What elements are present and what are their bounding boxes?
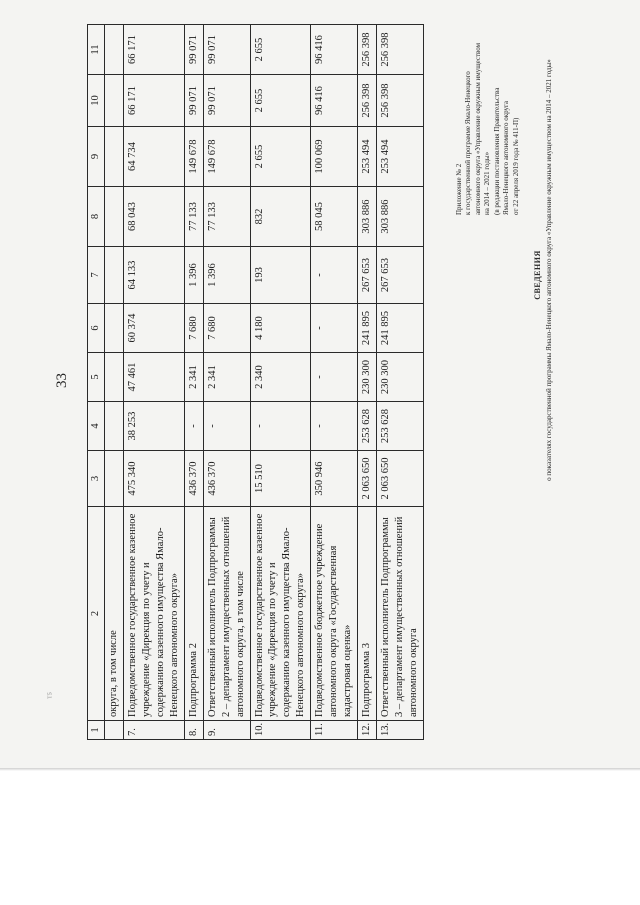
amount-cell: 303 886 [377,187,424,247]
amount-cell: 47 461 [123,353,184,402]
table-row [311,25,358,740]
annex-block [455,0,521,215]
budget-table [87,24,424,740]
amount-cell: 64 734 [123,127,184,187]
amount-cell: 2 655 [250,127,311,187]
row-label: Подведомственное государственное казенное учреждение «Дирекция по учету и содержанию казенного имущества Ямало-Ненецкого автономного округа» [123,507,184,721]
row-number: 10. [250,721,311,740]
amount-cell [104,187,123,247]
row-label: округа, в том числе [104,507,123,721]
column-header: 4 [88,402,105,451]
row-label: Подведомственное государственное казенное учреждение «Дирекция по учету и содержанию казенного имущества Ямало-Ненецкого автономного округа» [250,507,311,721]
amount-cell: 436 370 [184,451,203,507]
amount-cell [104,353,123,402]
amount-cell: 241 895 [377,304,424,353]
column-header: 2 [88,507,105,721]
amount-cell: 256 398 [358,25,377,75]
amount-cell: 60 374 [123,304,184,353]
table-row [123,25,184,740]
amount-cell: 230 300 [358,353,377,402]
header-row [88,25,105,740]
column-header: 8 [88,187,105,247]
amount-cell: 77 133 [184,187,203,247]
amount-cell: - [311,247,358,304]
amount-cell: 7 680 [203,304,250,353]
amount-cell: 58 045 [311,187,358,247]
annex-line: (в редакции постановления Правительства [492,87,501,215]
amount-cell [104,402,123,451]
amount-cell: 64 133 [123,247,184,304]
column-header: 7 [88,247,105,304]
row-label: Подведомственное бюджетное учреждение автономного округа «Государственная кадастровая оценка» [311,507,358,721]
amount-cell: 2 063 650 [358,451,377,507]
stamp-mark: ᵀ⁵ [46,691,58,700]
amount-cell: 99 071 [203,75,250,127]
amount-cell: 66 171 [123,75,184,127]
amount-cell: 15 510 [250,451,311,507]
row-number: 11. [311,721,358,740]
annex-title: Приложение № 2 [455,163,463,215]
column-header: 11 [88,25,105,75]
amount-cell: 436 370 [203,451,250,507]
table-row [358,25,377,740]
amount-cell: 100 069 [311,127,358,187]
amount-cell: 1 396 [184,247,203,304]
table-body [104,25,423,740]
amount-cell: 230 300 [377,353,424,402]
row-number [104,721,123,740]
amount-cell: 2 655 [250,75,311,127]
amount-cell [104,25,123,75]
amount-cell: 267 653 [358,247,377,304]
amount-cell: 256 398 [358,75,377,127]
amount-cell: 2 063 650 [377,451,424,507]
amount-cell: 149 678 [184,127,203,187]
amount-cell: 4 180 [250,304,311,353]
row-label: Ответственный исполнитель Подпрограммы 3 – департамент имущественных отношений автономного округа [377,507,424,721]
row-number: 8. [184,721,203,740]
amount-cell: 2 341 [184,353,203,402]
amount-cell: 253 628 [358,402,377,451]
column-header: 9 [88,127,105,187]
row-number: 9. [203,721,250,740]
amount-cell: 1 396 [203,247,250,304]
amount-cell: 68 043 [123,187,184,247]
table-row [250,25,311,740]
amount-cell: - [250,402,311,451]
svedenia-subtitle: о показателях государственной программы Ямало-Ненецкого автономного округа «Управление окружным имуществом на 2014 – 2021 годы» [545,59,553,481]
amount-cell: 267 653 [377,247,424,304]
table-row [203,25,250,740]
column-header: 1 [88,721,105,740]
row-label: Ответственный исполнитель Подпрограммы 2 – департамент имущественных отношений автономного округа, в том числе [203,507,250,721]
annex-line: на 2014 – 2021 годы» [483,151,492,215]
amount-cell: 99 071 [184,25,203,75]
row-number: 13. [377,721,424,740]
amount-cell: - [184,402,203,451]
amount-cell [104,451,123,507]
amount-cell: 350 946 [311,451,358,507]
row-number: 12. [358,721,377,740]
row-label: Подпрограмма 3 [358,507,377,721]
amount-cell: 193 [250,247,311,304]
annex-line: от 22 апреля 2019 года № 411-П) [511,117,520,215]
amount-cell: 256 398 [377,75,424,127]
amount-cell: 2 655 [250,25,311,75]
amount-cell [104,127,123,187]
table-row [184,25,203,740]
table-row [377,25,424,740]
rotated-page-content [87,5,557,740]
amount-cell: 253 628 [377,402,424,451]
amount-cell: - [311,304,358,353]
amount-cell: 2 341 [203,353,250,402]
amount-cell [104,75,123,127]
page-number: 33 [54,373,70,388]
amount-cell: 66 171 [123,25,184,75]
annex-line: Ямало-Ненецкого автономного округа [502,100,511,215]
amount-cell [104,304,123,353]
scan-edge [0,768,640,771]
row-number: 7. [123,721,184,740]
column-header: 5 [88,353,105,402]
amount-cell: 77 133 [203,187,250,247]
amount-cell: 96 416 [311,25,358,75]
amount-cell: - [203,402,250,451]
amount-cell [104,247,123,304]
amount-cell: 832 [250,187,311,247]
annex-line: автономного округа «Управление окружным имуществом [473,42,482,215]
amount-cell: 241 895 [358,304,377,353]
amount-cell: - [311,402,358,451]
amount-cell: 303 886 [358,187,377,247]
amount-cell: 96 416 [311,75,358,127]
amount-cell: 99 071 [184,75,203,127]
row-label: Подпрограмма 2 [184,507,203,721]
amount-cell: 256 398 [377,25,424,75]
column-header: 10 [88,75,105,127]
amount-cell: 2 340 [250,353,311,402]
amount-cell: 7 680 [184,304,203,353]
amount-cell: 253 494 [377,127,424,187]
amount-cell: 38 253 [123,402,184,451]
column-header: 6 [88,304,105,353]
amount-cell: 475 340 [123,451,184,507]
table-row [104,25,123,740]
annex-line: к государственной программе Ямало-Ненецкого [464,71,473,215]
column-header: 3 [88,451,105,507]
amount-cell: - [311,353,358,402]
amount-cell: 99 071 [203,25,250,75]
amount-cell: 253 494 [358,127,377,187]
svedenia-title: СВЕДЕНИЯ [533,250,542,300]
amount-cell: 149 678 [203,127,250,187]
